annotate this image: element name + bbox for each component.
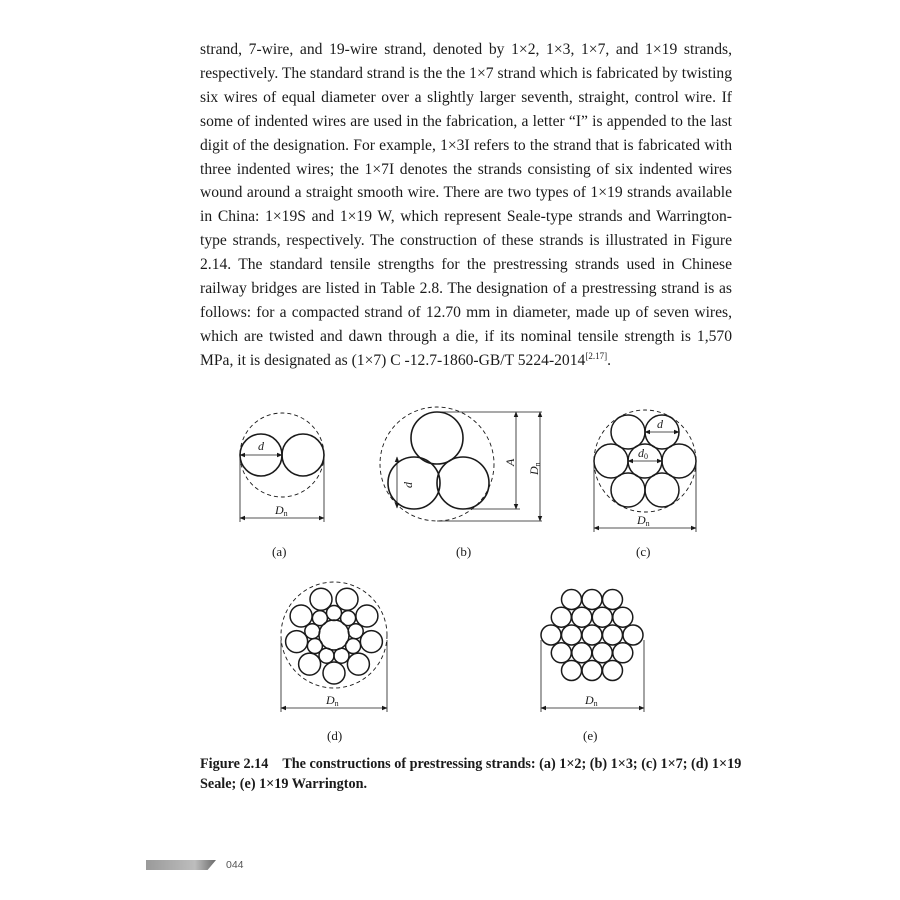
wire [603,625,623,645]
figure-caption [200,754,760,794]
wire [312,611,327,626]
citation: [2.17] [585,350,608,361]
wire [323,662,345,684]
wire [582,625,602,645]
wire [603,661,623,681]
wire [347,653,369,675]
label-dn: Dn [527,462,542,475]
wire [356,605,378,627]
wire [592,643,612,663]
wire [582,661,602,681]
wire [299,653,321,675]
wire [551,607,571,627]
wire [623,625,643,645]
subfigure-label-b: (b) [456,544,472,559]
page-number: 044 [226,859,244,871]
wire [334,648,349,663]
wire [562,661,582,681]
caption-number: Figure 2.14 [200,756,269,772]
wire [572,607,592,627]
label-dn: Dn [275,503,288,518]
wire [307,639,322,654]
wire [592,607,612,627]
wire [594,444,628,478]
paragraph-text: strand, 7-wire, and 19-wire strand, denoted by 1×2, 1×3, 1×7, and 1×19 strands, respectively. The standard strand is the the 1×7 strand which is fabricated by twisting six wires of equal diameter over a slightly larger seventh, straight, control wire. If some of indented wires are used in the fabrication, a letter “I” is appended to the last digit of the designation. For example, 1×3I refers to the strand that is fabricated with three indented wires; the 1×7I denotes the strands consisting of six indented wires wound around a straight smooth wire. There are two types of 1×19 strands available in China: 1×19S and 1×19 W, which represent Seale-type strands and Warrington-type strands, respectively. The construction of these strands is illustrated in Figure 2.14. The standard tensile strengths for the prestressing strands used in Chinese railway bridges are listed in Table 2.8. The designation of a prestressing strand is as follows: for a compacted strand of 12.70 mm in diameter, made up of seven wires, which are twisted and dawn through a die, if its nominal tensile strength is 1,570 MPa, it is designated as (1×7) C -12.7-1860-GB/T 5224-2014 [200,41,732,369]
wire [290,605,312,627]
wire [662,444,696,478]
footer-decoration [146,860,216,870]
wire [603,590,623,610]
wire [613,643,633,663]
wire [572,643,592,663]
label-dn: Dn [585,693,598,708]
subfigure-label-a: (a) [272,544,287,559]
label-a: A [503,458,517,466]
wire [613,607,633,627]
wire [282,434,324,476]
wire [411,412,463,464]
wire [310,588,332,610]
wire [336,588,358,610]
strand-diagram-b [380,407,542,521]
wire [562,590,582,610]
label-d: d [401,482,415,488]
label-dn: Dn [326,693,339,708]
caption-text: The constructions of prestressing strands: (a) 1×2; (b) 1×3; (c) 1×7; (d) 1×19 Seale; (e) 1×19 Warrington. [200,756,742,792]
wire [611,415,645,449]
paragraph-end: . [607,351,611,369]
wire [645,473,679,507]
label-d: d [657,417,663,431]
wire [582,590,602,610]
circumscribed-circle [281,582,387,688]
page-footer [146,858,244,872]
wire [437,457,489,509]
subfigure-label-c: (c) [636,544,651,559]
label-d0: d0 [638,446,648,461]
label-d: d [258,439,264,453]
wire [611,473,645,507]
wire [541,625,561,645]
wire [286,631,308,653]
wire [562,625,582,645]
subfigure-label-d: (d) [327,728,343,743]
wire [551,643,571,663]
subfigure-label-e: (e) [583,728,598,743]
wire [360,631,382,653]
label-dn: Dn [637,513,650,528]
